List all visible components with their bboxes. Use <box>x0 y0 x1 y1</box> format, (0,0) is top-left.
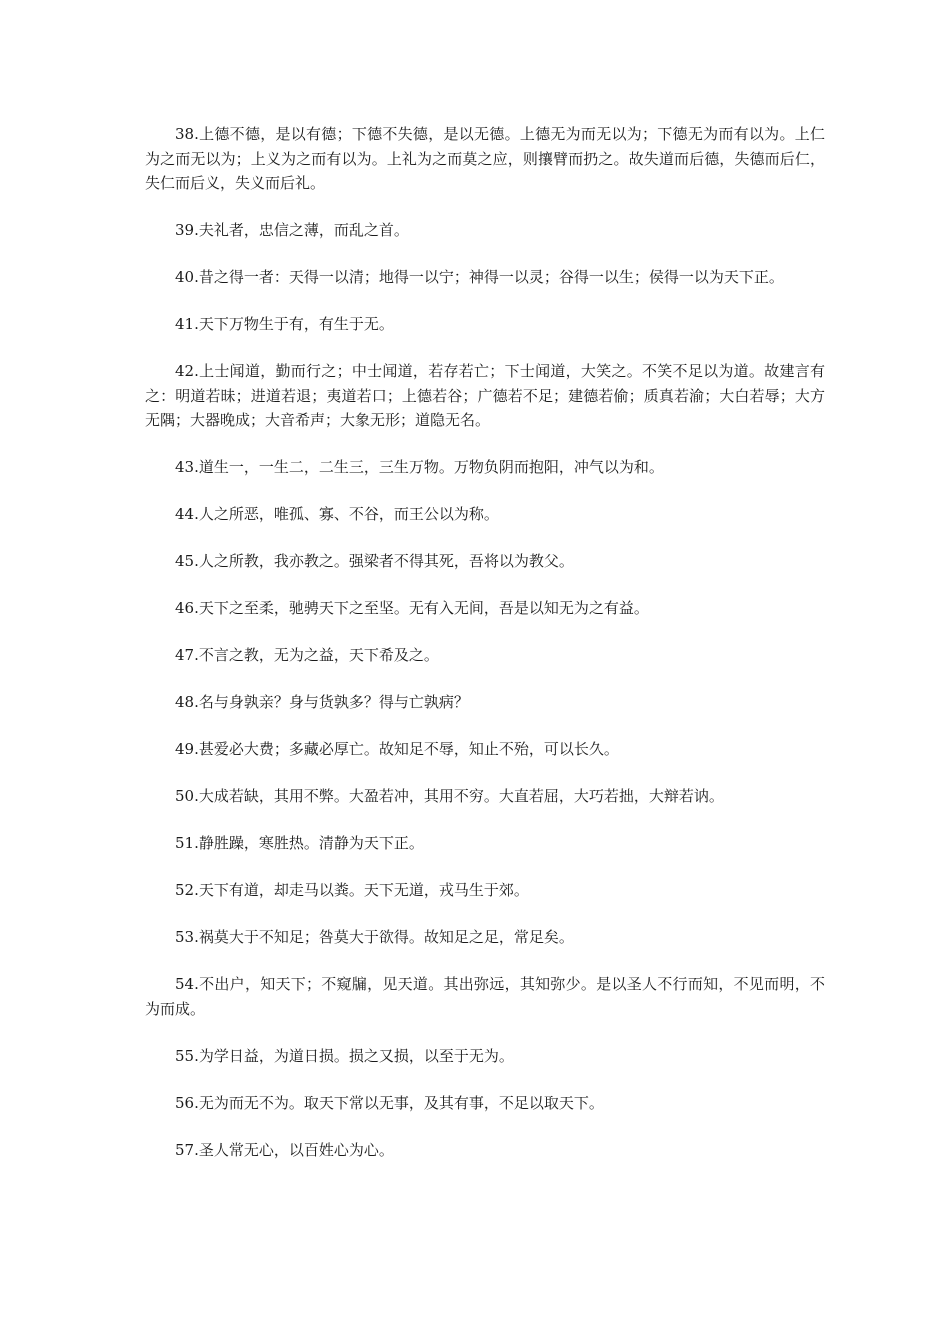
paragraph-53: 53.祸莫大于不知足；咎莫大于欲得。故知足之足，常足矣。 <box>175 928 574 946</box>
document-body <box>145 122 825 1185</box>
paragraph-40: 40.昔之得一者：天得一以清；地得一以宁；神得一以灵；谷得一以生；侯得一以为天下正。 <box>175 268 784 286</box>
paragraph-55: 55.为学日益，为道日损。损之又损，以至于无为。 <box>175 1046 514 1065</box>
paragraph-49: 49.甚爱必大费；多藏必厚亡。故知足不辱，知止不殆，可以长久。 <box>175 740 619 758</box>
paragraph-48: 48.名与身孰亲？身与货孰多？得与亡孰病？ <box>175 693 469 711</box>
paragraph-57: 57.圣人常无心，以百姓心为心。 <box>175 1140 394 1159</box>
paragraph-56: 56.无为而无不为。取天下常以无事，及其有事，不足以取天下。 <box>175 1093 604 1112</box>
paragraph-42: 42.上士闻道，勤而行之；中士闻道，若存若亡；下士闻道，大笑之。不笑不足以为道。故建言有之：明道若昧；进道若退；夷道若口；上德若谷；广德若不足；建德若偷；质真若渝；大白若辱；大方无隅；大器晚成；大音希声；大象无形；道隐无名。 <box>145 362 825 429</box>
paragraph-46: 46.天下之至柔，驰骋天下之至坚。无有入无间，吾是以知无为之有益。 <box>175 599 649 617</box>
paragraph-43: 43.道生一，一生二，二生三，三生万物。万物负阴而抱阳，冲气以为和。 <box>175 458 664 476</box>
paragraph-47: 47.不言之教，无为之益，天下希及之。 <box>175 646 439 664</box>
paragraph-44: 44.人之所恶，唯孤、寡、不谷，而王公以为称。 <box>175 505 499 523</box>
paragraph-50: 50.大成若缺，其用不弊。大盈若冲，其用不穷。大直若屈，大巧若拙，大辩若讷。 <box>175 787 724 805</box>
paragraph-52: 52.天下有道，却走马以粪。天下无道，戎马生于郊。 <box>175 881 529 899</box>
paragraph-51: 51.静胜躁，寒胜热。清静为天下正。 <box>175 834 424 852</box>
paragraph-38: 38.上德不德，是以有德；下德不失德，是以无德。上德无为而无以为；下德无为而有以为。上仁为之而无以为；上义为之而有以为。上礼为之而莫之应，则攘臂而扔之。故失道而后德，失德而后仁，失仁而后义，失义而后礼。 <box>145 125 825 192</box>
paragraph-45: 45.人之所教，我亦教之。强梁者不得其死，吾将以为教父。 <box>175 552 574 570</box>
paragraph-41: 41.天下万物生于有，有生于无。 <box>175 315 394 333</box>
paragraph-54: 54.不出户，知天下；不窥牖，见天道。其出弥远，其知弥少。是以圣人不行而知，不见而明，不为而成。 <box>145 975 825 1018</box>
paragraph-39: 39.夫礼者，忠信之薄，而乱之首。 <box>175 221 409 239</box>
